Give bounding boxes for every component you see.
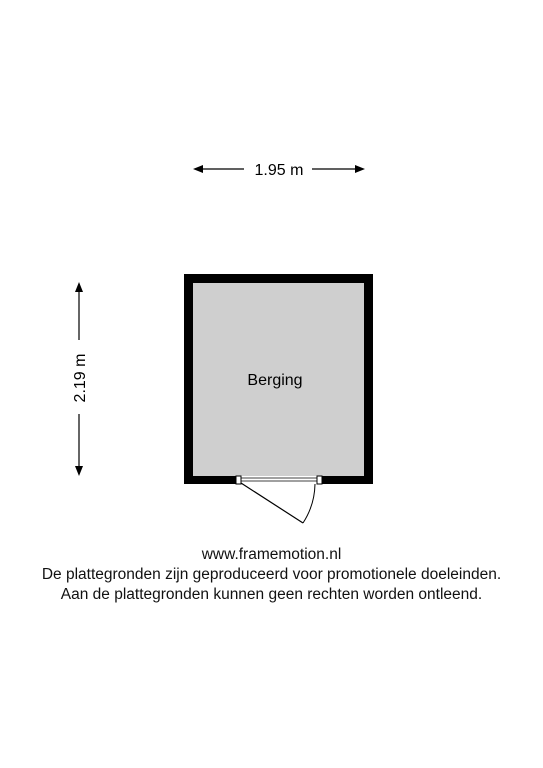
door-opening (236, 476, 322, 484)
width-dimension-label: 1.95 m (254, 162, 304, 179)
room-berging (184, 274, 373, 484)
door-leaf (241, 483, 303, 523)
width-dimension (193, 162, 365, 179)
disclaimer-line-1: De plattegronden zijn geproduceerd voor promotionele doeleinden. (41, 566, 502, 583)
door-jamb-left (236, 476, 241, 484)
disclaimer-line-2: Aan de plattegronden kunnen geen rechten worden ontleend. (60, 586, 483, 603)
height-dimension-arrow-bottom (75, 466, 83, 476)
website-link: www.framemotion.nl (201, 546, 342, 563)
door-swing-arc (303, 484, 315, 523)
height-dimension-label: 2.19 m (72, 353, 89, 403)
door (236, 476, 322, 523)
height-dimension (72, 282, 89, 476)
width-dimension-arrow-left (193, 165, 203, 173)
room-label: Berging (247, 372, 303, 389)
height-dimension-arrow-top (75, 282, 83, 292)
door-jamb-right (317, 476, 322, 484)
width-dimension-arrow-right (355, 165, 365, 173)
footer (0, 545, 543, 605)
